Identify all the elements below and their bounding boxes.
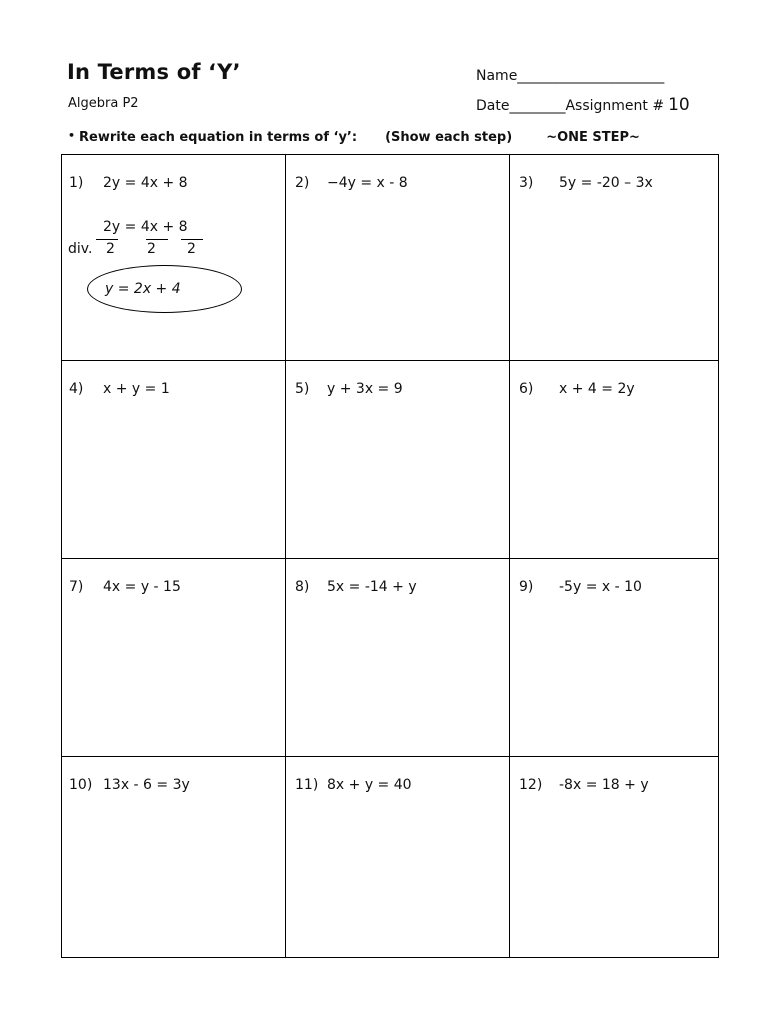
denominator: 2 (147, 241, 156, 257)
name-field: Name_____________________ (476, 68, 665, 84)
problem-cell-2 (286, 155, 510, 361)
instructions (68, 129, 640, 145)
problem-number: 7) (69, 579, 84, 595)
assignment-number: 10 (668, 95, 690, 115)
bullet-icon: • (68, 129, 76, 142)
problem-number: 11) (295, 777, 319, 793)
problem-cell-11 (286, 757, 510, 957)
problem-cell-6 (510, 361, 718, 559)
problem-cell-7 (62, 559, 286, 757)
problem-number: 12) (519, 777, 543, 793)
problem-number: 10) (69, 777, 93, 793)
problem-cell-9 (510, 559, 718, 757)
fraction-bar (96, 239, 118, 240)
problem-equation: -8x = 18 + y (559, 777, 649, 793)
problem-equation: x + 4 = 2y (559, 381, 635, 397)
problem-number: 4) (69, 381, 84, 397)
problem-cell-10 (62, 757, 286, 957)
problem-equation: 5x = -14 + y (327, 579, 417, 595)
problem-equation: −4y = x - 8 (327, 175, 408, 191)
instruction-text: Rewrite each equation in terms of ‘y’: (79, 130, 358, 145)
div-label: div. (68, 241, 93, 257)
problem-equation: y + 3x = 9 (327, 381, 403, 397)
problem-number: 8) (295, 579, 310, 595)
fraction-bar (146, 239, 168, 240)
denominator: 2 (106, 241, 115, 257)
one-step-note: ~ONE STEP~ (546, 130, 640, 145)
problem-number: 3) (519, 175, 534, 191)
problem-grid (61, 154, 719, 958)
problem-equation: 2y = 4x + 8 (103, 175, 188, 191)
problem-number: 2) (295, 175, 310, 191)
problem-cell-1 (62, 155, 286, 361)
problem-cell-4 (62, 361, 286, 559)
problem-number: 9) (519, 579, 534, 595)
problem-equation: 5y = -20 – 3x (559, 175, 653, 191)
denominator: 2 (187, 241, 196, 257)
problem-cell-12 (510, 757, 718, 957)
problem-number: 1) (69, 175, 84, 191)
fraction-bar (181, 239, 203, 240)
problem-equation: 8x + y = 40 (327, 777, 412, 793)
problem-cell-5 (286, 361, 510, 559)
problem-equation: x + y = 1 (103, 381, 170, 397)
problem-number: 6) (519, 381, 534, 397)
example-numerators: 2y = 4x + 8 (103, 219, 188, 235)
problem-equation: 13x - 6 = 3y (103, 777, 190, 793)
worksheet-title: In Terms of ‘Y’ (67, 60, 241, 84)
problem-equation: -5y = x - 10 (559, 579, 642, 595)
course-label: Algebra P2 (68, 96, 139, 111)
date-label: Date________Assignment # (476, 98, 665, 114)
problem-cell-3 (510, 155, 718, 361)
problem-number: 5) (295, 381, 310, 397)
example-answer: y = 2x + 4 (105, 281, 181, 297)
problem-equation: 4x = y - 15 (103, 579, 181, 595)
show-steps-note: (Show each step) (385, 130, 513, 145)
problem-cell-8 (286, 559, 510, 757)
date-assignment-row (476, 95, 690, 115)
